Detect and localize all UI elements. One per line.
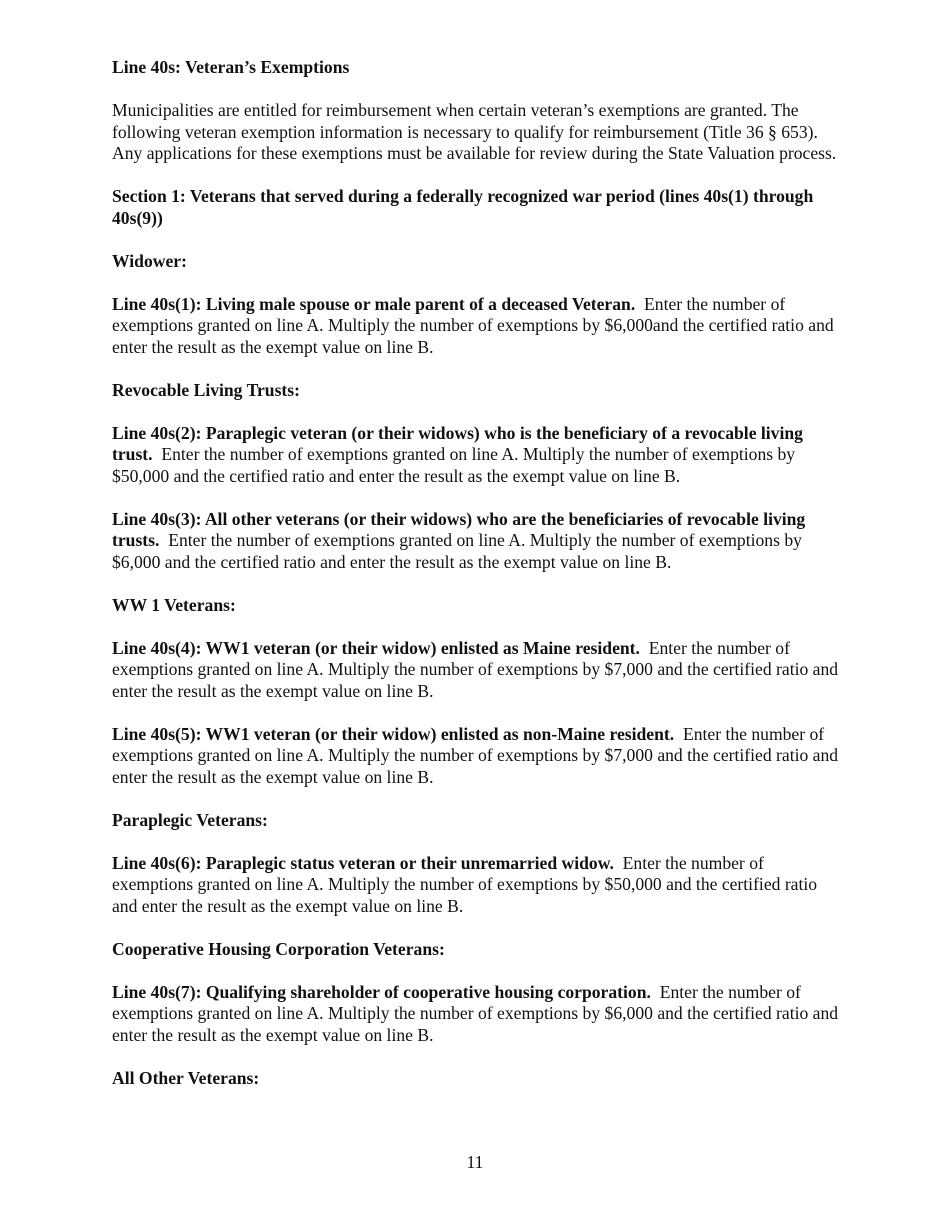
document-page [112, 57, 842, 1111]
line-40s7-text: Enter the number of exemptions granted on line A. Multiply the number of exemptions by $6,000 and the certified ratio and enter the result as the exempt value on line B. [112, 981, 839, 1045]
line-40s3-text: Enter the number of exemptions granted on line A. Multiply the number of exemptions by $6,000 and the certified ratio and enter the result as the exempt value on line B. [112, 530, 802, 572]
line-40s1-label: Line 40s(1): Living male spouse or male parent of a deceased Veteran. [112, 293, 636, 314]
line-40s6-paragraph [112, 853, 842, 918]
other-veterans-heading: All Other Veterans: [112, 1067, 260, 1088]
coop-heading: Cooperative Housing Corporation Veterans: [112, 938, 445, 959]
line-40s7-paragraph [112, 982, 842, 1047]
line-40s5-paragraph [112, 724, 842, 789]
line-40s2-label: Line 40s(2): Paraplegic veteran (or their widows) who is the beneficiary of a revocable living trust. [112, 422, 803, 464]
line-40s6-text: Enter the number of exemptions granted on line A. Multiply the number of exemptions by $50,000 and the certified ratio and enter the result as the exempt value on line B. [112, 852, 818, 916]
line-40s2-text: Enter the number of exemptions granted on line A. Multiply the number of exemptions by $50,000 and the certified ratio and enter the result as the exempt value on line B. [112, 444, 796, 486]
ww1-heading: WW 1 Veterans: [112, 594, 236, 615]
line-40s5-label: Line 40s(5): WW1 veteran (or their widow) enlisted as non-Maine resident. [112, 723, 675, 744]
line-40s1-paragraph [112, 294, 842, 359]
section-1-heading: Section 1: Veterans that served during a federally recognized war period (lines 40s(1) through 40s(9)) [112, 186, 814, 228]
paraplegic-heading: Paraplegic Veterans: [112, 809, 268, 830]
page-number: 11 [466, 1152, 484, 1172]
line-40s3-paragraph [112, 509, 842, 574]
line-40s1-text: Enter the number of exemptions granted on line A. Multiply the number of exemptions by $6,000and the certified ratio and enter the result as the exempt value on line B. [112, 293, 834, 357]
intro-paragraph: Municipalities are entitled for reimbursement when certain veteran’s exemptions are granted. The following veteran exemption information is necessary to qualify for reimbursement (Title 36 § 653). Any applications for these exemptions must be available for review during the State Valuation process. [112, 100, 837, 163]
line-40s3-label: Line 40s(3): All other veterans (or their widows) who are the beneficiaries of revocable living trusts. [112, 508, 806, 550]
widower-heading: Widower: [112, 250, 187, 271]
line-40s6-label: Line 40s(6): Paraplegic status veteran or their unremarried widow. [112, 852, 614, 873]
line-40s4-paragraph [112, 638, 842, 703]
trusts-heading: Revocable Living Trusts: [112, 379, 300, 400]
line-40s4-label: Line 40s(4): WW1 veteran (or their widow) enlisted as Maine resident. [112, 637, 640, 658]
page-title: Line 40s: Veteran’s Exemptions [112, 57, 350, 77]
line-40s2-paragraph [112, 423, 842, 488]
line-40s5-text: Enter the number of exemptions granted on line A. Multiply the number of exemptions by $7,000 and the certified ratio and enter the result as the exempt value on line B. [112, 723, 839, 787]
line-40s7-label: Line 40s(7): Qualifying shareholder of cooperative housing corporation. [112, 981, 651, 1002]
line-40s4-text: Enter the number of exemptions granted on line A. Multiply the number of exemptions by $7,000 and the certified ratio and enter the result as the exempt value on line B. [112, 637, 839, 701]
